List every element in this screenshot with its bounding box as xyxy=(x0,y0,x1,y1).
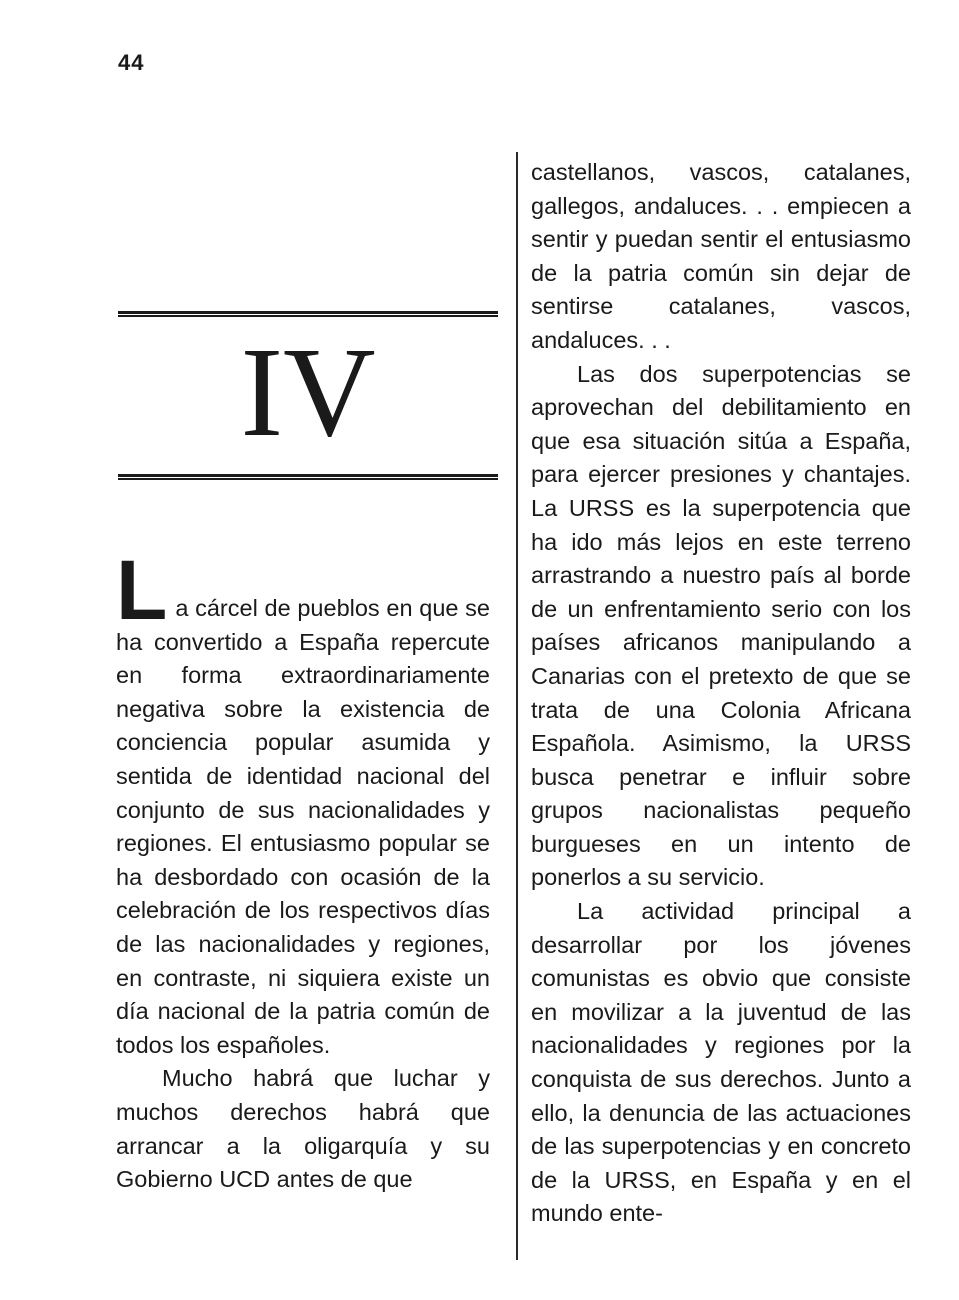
right-paragraph-3: La actividad principal a desarrollar por los jóvenes comunistas es obvio que consiste en movilizar a la juventud de las nacionalidades y regiones por la conquista de sus derechos. Junto a ello, la denuncia de las actuaciones de las superpotencias y en concreto de la URSS, en España y en el mundo ente- xyxy=(531,898,911,1227)
column-divider xyxy=(516,152,518,1260)
left-column xyxy=(116,543,490,1197)
right-column xyxy=(531,156,911,1231)
chapter-numeral: IV xyxy=(240,321,376,463)
chapter-rule-bottom xyxy=(118,474,498,480)
left-paragraph-1-text: a cárcel de pueblos en que se ha convertido a España repercute en forma extraordinariamente negativa sobre la existencia de conciencia popular asumida y sentida de identidad nacional del conjunto de sus nacionalidades y regiones. El entusiasmo popular se ha desbordado con ocasión de la celebración de los respectivos días de las nacionalidades y regiones, en contraste, ni siquiera existe un día nacional de la patria común de todos los españoles. xyxy=(116,595,490,1058)
left-paragraph-1 xyxy=(116,543,490,1062)
chapter-rule-top xyxy=(118,311,498,317)
drop-cap: L xyxy=(116,543,168,637)
page-number: 44 xyxy=(118,50,145,75)
right-paragraph-1: castellanos, vascos, catalanes, gallegos, andaluces. . . empiecen a sentir y puedan sentir el entusiasmo de la patria común sin dejar de sentirse catalanes, vascos, andaluces. . . xyxy=(531,159,911,353)
right-paragraph-2: Las dos superpotencias se aprovechan del debilitamiento en que esa situación sitúa a España, para ejercer presiones y chantajes. La URSS es la superpotencia que ha ido más lejos en este terreno arrastrando a nuestro país al borde de un enfrentamiento serio con los países africanos manipulando a Canarias con el pretexto de que se trata de una Colonia Africana Española. Asimismo, la URSS busca penetrar e influir sobre grupos nacionalistas pequeño burgueses en un intento de ponerlos a su servicio. xyxy=(531,360,911,891)
left-paragraph-2: Mucho habrá que luchar y muchos derechos habrá que arrancar a la oligarquía y su Gobierno UCD antes de que xyxy=(116,1065,490,1193)
